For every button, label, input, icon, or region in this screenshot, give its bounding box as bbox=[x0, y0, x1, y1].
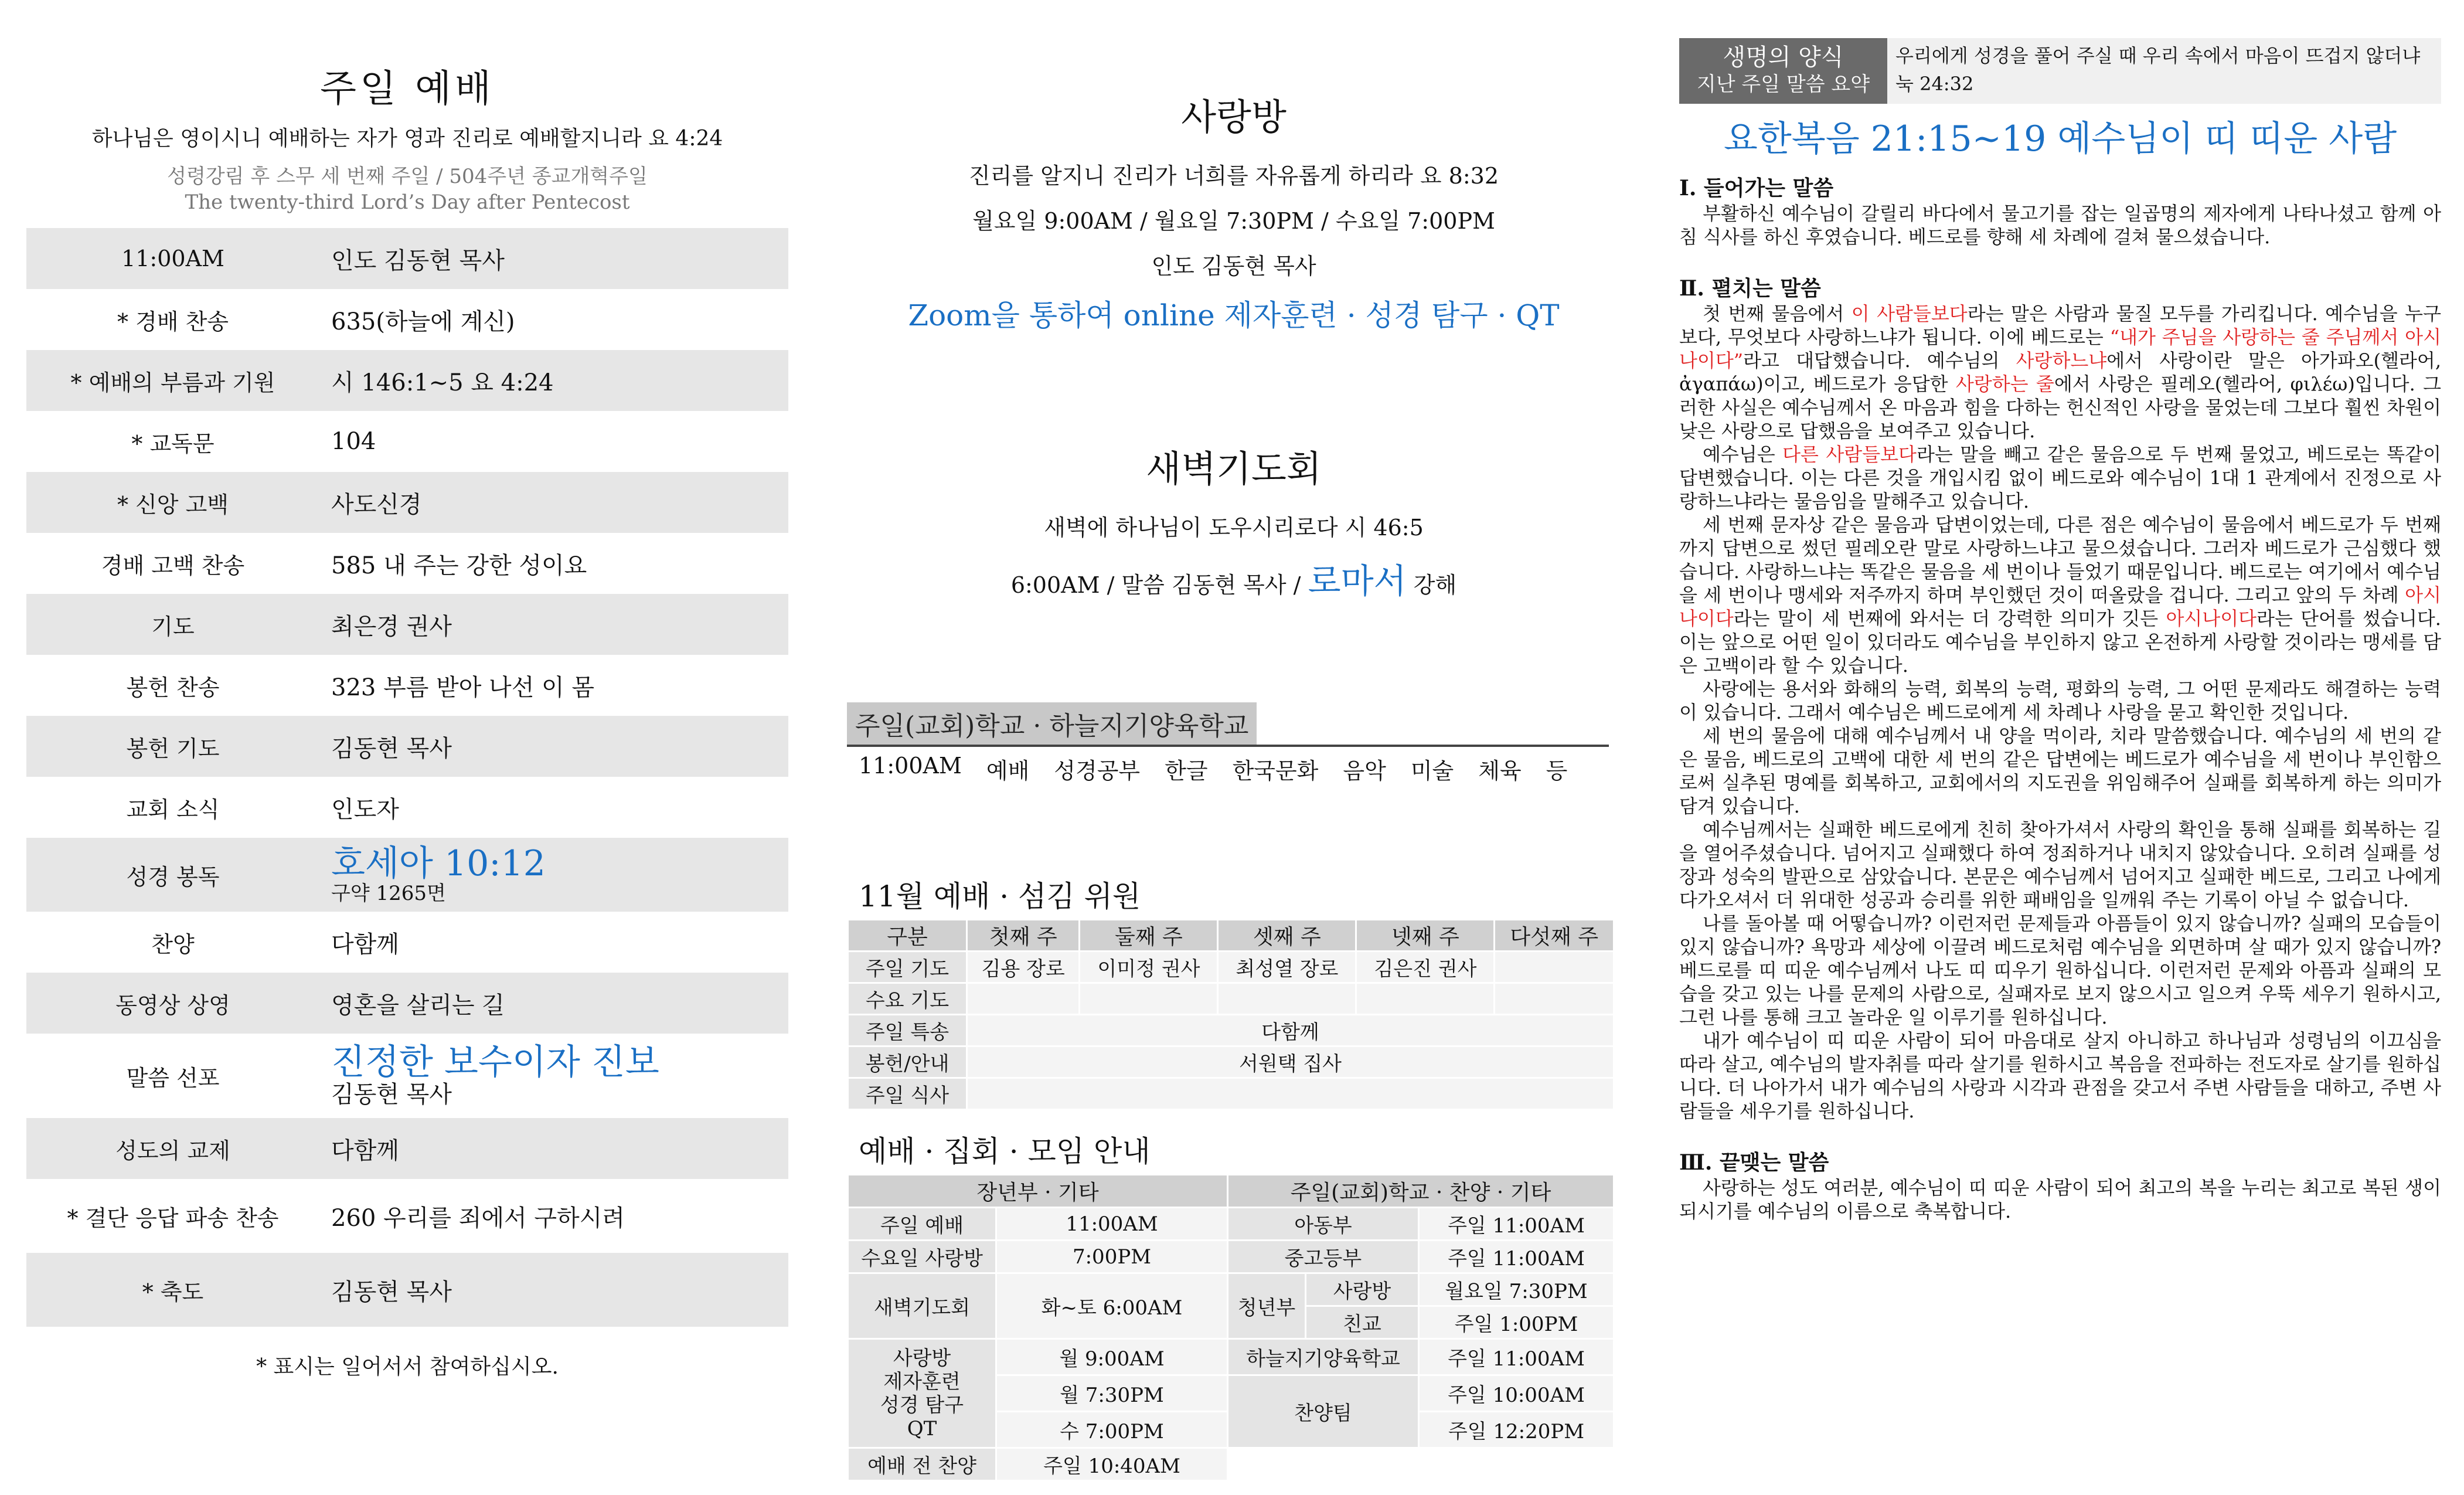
table-row bbox=[848, 1241, 1614, 1273]
guide-col-header: 장년부 · 기타 bbox=[848, 1175, 1228, 1208]
dawn-prayer-time-text: 6:00AM / 말씀 김동현 목사 / bbox=[1010, 572, 1301, 598]
order-label: 11:00AM bbox=[121, 246, 224, 271]
highlight-text: 다른 사람들보다 bbox=[1782, 443, 1917, 466]
duty-cell bbox=[967, 1078, 1614, 1110]
summary-paragraph: 나를 돌아볼 때 어떻습니까? 이런저런 문제들과 아픔들이 있지 않습니까? 실패의 모습들이 있지 않습니까? 욕망과 세상에 이끌려 베드로처럼 예수님을 외면하며 살 때가 있지 않습니까? 베드로를 띠 띠운 예수님께서 나도 띠 띠우기 원하십니다. 이런저런 문제와 아픔과 실패의 모습을 갖고 있는 나를 문제의 사람으로, 실패자로 보지 않으시고 일으켜 우뚝 세우기 원하시고, 그런 나를 통해 크고 놀라운 일 이루기를 원하십니다. bbox=[1679, 912, 2441, 1028]
duty-cell: 이미정 권사 bbox=[1080, 952, 1218, 983]
sarangbang-leader: 인도 김동현 목사 bbox=[1151, 253, 1316, 279]
guide-label: 수요일 사랑방 bbox=[848, 1241, 996, 1273]
guide-time: 주일 10:40AM bbox=[996, 1448, 1228, 1481]
scripture-reference: 호세아 10:12 bbox=[331, 843, 546, 884]
table-row bbox=[848, 1175, 1614, 1208]
order-label: * 경배 찬송 bbox=[117, 308, 229, 335]
highlight-text: “내가 주님을 사랑하는 줄 주님께서 아시나이다” bbox=[1679, 326, 2442, 372]
guide-empty-cell bbox=[1228, 1448, 1614, 1481]
duty-cell: 서원택 집사 bbox=[967, 1046, 1614, 1078]
school-item: 한글 bbox=[1165, 758, 1208, 784]
worship-order-column bbox=[26, 0, 788, 1380]
text-run: 에서 사랑은 필레오(헬라어, φιλέω)입니다. 그러한 사실은 예수님께서 온 마음과 힘을 다하는 헌신적인 사랑을 물었는데 그보다 훨씬 차원이 낮은 사랑으로 답했음을 보여주고 있습니다. bbox=[1679, 373, 2442, 442]
order-row bbox=[26, 716, 788, 777]
summary-paragraph bbox=[1679, 302, 2441, 443]
text-run: 예수님은 bbox=[1703, 443, 1783, 466]
school-item: 미술 bbox=[1410, 758, 1454, 784]
guide-label: 새벽기도회 bbox=[848, 1273, 996, 1339]
sermon-value bbox=[319, 1044, 788, 1108]
guide-label: 청년부 bbox=[1228, 1273, 1306, 1339]
text-run: 라는 단어를 썼습니다. 이는 앞으로 어떤 일이 있더라도 예수님을 부인하지 않고 온전하게 사랑할 것이라는 맹세를 담은 고백이라 할 수 있습니다. bbox=[1679, 607, 2441, 677]
duty-row-label: 주일 기도 bbox=[848, 952, 967, 983]
guide-time: 11:00AM bbox=[996, 1208, 1228, 1241]
order-value: 인도 김동현 목사 bbox=[331, 247, 505, 274]
order-row bbox=[26, 1253, 788, 1327]
guide-label: 아동부 bbox=[1228, 1208, 1419, 1241]
worship-title: 주일 예배 bbox=[320, 67, 495, 111]
order-value: 최은경 권사 bbox=[331, 613, 452, 640]
duty-col-header: 둘째 주 bbox=[1080, 920, 1218, 952]
highlight-text: 아시나이다 bbox=[2166, 607, 2257, 630]
duty-col-header: 구분 bbox=[848, 920, 967, 952]
order-label: * 축도 bbox=[142, 1279, 204, 1305]
sermon-row bbox=[26, 1034, 788, 1118]
sarangbang-times: 월요일 9:00AM / 월요일 7:30PM / 수요일 7:00PM bbox=[972, 208, 1495, 234]
school-item: 음악 bbox=[1343, 758, 1386, 784]
order-row bbox=[26, 1118, 788, 1179]
text-run: 첫 번째 물음에서 bbox=[1703, 303, 1852, 325]
order-row bbox=[26, 350, 788, 411]
text-run: 라는 말은 사람과 물질 모두를 가리킵니다. 예수님을 누구보다, 무엇보다 사랑하느냐가 됩니다. 이에 베드로는 bbox=[1679, 303, 2441, 348]
guide-time: 월 9:00AM bbox=[996, 1339, 1228, 1375]
text-run: 라고 대답했습니다. 예수님의 bbox=[1743, 349, 2016, 372]
summary-paragraph: 사랑에는 용서와 화해의 능력, 회복의 능력, 평화의 능력, 그 어떤 문제라도 해결하는 능력이 있습니다. 그래서 예수님은 베드로에게 세 차례나 사랑을 묻고 확인한 것입니다. bbox=[1679, 678, 2441, 723]
order-label: 찬양 bbox=[151, 931, 195, 957]
highlight-text: 아시나이다 bbox=[1679, 584, 2441, 630]
table-row bbox=[848, 1208, 1614, 1241]
school-item: 예배 bbox=[986, 758, 1030, 784]
guide-time: 수 7:00PM bbox=[996, 1412, 1228, 1448]
school-items bbox=[847, 753, 1621, 785]
announcements-column bbox=[847, 0, 1621, 1482]
duty-cell: 김은진 권사 bbox=[1356, 952, 1495, 983]
sarangbang-title: 사랑방 bbox=[1181, 96, 1287, 138]
order-value: 사도신경 bbox=[331, 491, 422, 518]
order-row bbox=[26, 594, 788, 655]
summary-paragraph: 사랑하는 성도 여러분, 예수님이 띠 띠운 사람이 되어 최고의 복을 누리는 최고로 복된 생이 되시기를 예수님의 이름으로 축복합니다. bbox=[1679, 1177, 2441, 1222]
guide-label: 하늘지기양육학교 bbox=[1228, 1339, 1419, 1375]
order-value: 시 146:1~5 요 4:24 bbox=[331, 369, 554, 396]
school-section bbox=[847, 702, 1621, 785]
table-row bbox=[848, 1273, 1614, 1306]
order-row bbox=[26, 1179, 788, 1253]
guide-label: 예배 전 찬양 bbox=[848, 1448, 996, 1481]
table-row bbox=[848, 952, 1614, 983]
order-label: 경배 고백 찬송 bbox=[101, 552, 245, 579]
dawn-prayer-times bbox=[847, 553, 1621, 603]
school-item: 11:00AM bbox=[859, 753, 962, 779]
duty-table bbox=[847, 919, 1615, 1110]
sarangbang-verse: 진리를 알지니 진리가 너희를 자유롭게 하리라 요 8:32 bbox=[968, 163, 1499, 189]
school-item: 등 bbox=[1546, 758, 1568, 784]
guide-heading: 예배 · 집회 · 모임 안내 bbox=[859, 1134, 1151, 1168]
order-label: * 예배의 부름과 기원 bbox=[70, 369, 275, 396]
table-row bbox=[848, 1339, 1614, 1375]
order-label: 성경 봉독 bbox=[126, 864, 220, 890]
guide-time: 주일 11:00AM bbox=[1419, 1241, 1614, 1273]
table-row bbox=[848, 1015, 1614, 1046]
school-heading: 주일(교회)학교 · 하늘지기양육학교 bbox=[847, 702, 1257, 745]
duty-heading: 11월 예배 · 섬김 위원 bbox=[859, 879, 1141, 913]
dawn-prayer-verse: 새벽에 하나님이 도우시리로다 시 46:5 bbox=[1044, 515, 1424, 541]
scripture-value bbox=[319, 845, 788, 905]
guide-label-line: 제자훈련 bbox=[883, 1370, 961, 1394]
duty-row-label: 수요 기도 bbox=[848, 983, 967, 1015]
school-item: 한국문화 bbox=[1232, 758, 1319, 784]
guide-time: 주일 12:20PM bbox=[1419, 1412, 1614, 1448]
duty-row-label: 봉헌/안내 bbox=[848, 1046, 967, 1078]
section-heading: Ⅱ. 펼치는 말씀 bbox=[1679, 276, 1821, 301]
duty-col-header: 셋째 주 bbox=[1218, 920, 1356, 952]
guide-time: 월요일 7:30PM bbox=[1419, 1273, 1614, 1306]
order-label: 말씀 선포 bbox=[126, 1065, 220, 1091]
order-value: 영혼을 살리는 길 bbox=[331, 991, 505, 1019]
order-row bbox=[26, 912, 788, 973]
order-value: 인도자 bbox=[331, 796, 399, 823]
summary-paragraph bbox=[1679, 443, 2441, 513]
summary-paragraph: 내가 예수님이 띠 띠운 사람이 되어 마음대로 살지 아니하고 하나님과 성령님의 이끄심을 따라 살고, 예수님의 발자취를 따라 살기를 원하시고 복음을 전파하는 전도자로 살기를 원하십니다. 더 나아가서 내가 예수님의 사랑과 시각과 관점을 갖고서 주변 사람들을 대하고, 주변 사람들을 세우기를 원하십니다. bbox=[1679, 1029, 2441, 1122]
summary-paragraph: 부활하신 예수님이 갈릴리 바다에서 물고기를 잡는 일곱명의 제자에게 나타나셨고 함께 아침 식사를 하신 후였습니다. 베드로를 향해 세 차례에 걸쳐 물으셨습니다. bbox=[1679, 202, 2441, 248]
order-row bbox=[26, 411, 788, 472]
summary-sermon-title: 요한복음 21:15~19 예수님이 띠 띠운 사람 bbox=[1723, 118, 2397, 159]
order-label: * 교독문 bbox=[131, 430, 215, 457]
order-row bbox=[26, 777, 788, 838]
guide-label: 주일 예배 bbox=[848, 1208, 996, 1241]
summary-paragraph bbox=[1679, 513, 2441, 677]
guide-sublabel: 친교 bbox=[1306, 1306, 1419, 1339]
sermon-title: 진정한 보수이자 진보 bbox=[331, 1042, 659, 1083]
text-run: 라는 말이 세 번째에 와서는 더 강력한 의미가 깃든 bbox=[1733, 607, 2166, 630]
duty-cell: 김용 장로 bbox=[967, 952, 1080, 983]
highlight-text: 사랑하느냐 bbox=[2016, 349, 2107, 372]
summary-label-box bbox=[1679, 38, 1887, 104]
order-value: 104 bbox=[331, 428, 376, 455]
summary-paragraph: 예수님께서는 실패한 베드로에게 친히 찾아가셔서 사랑의 확인을 통해 실패를 회복하는 길을 열어주셨습니다. 넘어지고 실패했다 하여 정죄하거나 내치지 않았습니다. 오히려 실패를 성장과 성숙의 발판으로 삼았습니다. 본문은 예수님께서 넘어지고 실패한 베드로, 그리고 나에게 다가오셔서 더 위대한 성공과 승리를 위한 패배임을 일깨워 주는 기록이 아닐 수 없습니다. bbox=[1679, 818, 2441, 911]
duty-col-header: 첫째 주 bbox=[967, 920, 1080, 952]
section-heading: Ⅲ. 끝맺는 말씀 bbox=[1679, 1150, 1829, 1175]
order-value: 260 우리를 죄에서 구하시려 bbox=[331, 1204, 625, 1232]
order-row bbox=[26, 973, 788, 1034]
scripture-page: 구약 1265면 bbox=[331, 882, 446, 905]
guide-time: 주일 11:00AM bbox=[1419, 1208, 1614, 1241]
order-label: 교회 소식 bbox=[126, 796, 220, 823]
guide-table bbox=[847, 1174, 1615, 1482]
table-row bbox=[848, 920, 1614, 952]
guide-col-header: 주일(교회)학교 · 찬양 · 기타 bbox=[1228, 1175, 1614, 1208]
text-run: 라는 말을 빼고 같은 물음으로 두 번째 물었고, 베드로는 똑같이 답변했습니다. 이는 다른 것을 개입시킴 없이 베드로와 예수님이 1대 1 관계에서 진정으로 사랑하느냐라는 물음임을 말해주고 있습니다. bbox=[1679, 443, 2441, 512]
guide-time: 월 7:30PM bbox=[996, 1375, 1228, 1412]
order-label: 동영상 상영 bbox=[115, 992, 230, 1018]
guide-label-line: QT bbox=[907, 1416, 937, 1440]
summary-verse: 우리에게 성경을 풀어 주실 때 우리 속에서 마음이 뜨겁지 않더냐 눅 24:32 bbox=[1887, 38, 2441, 104]
summary-header bbox=[1679, 38, 2441, 104]
order-label: 기도 bbox=[151, 613, 195, 640]
text-run: 세 번째 문자상 같은 물음과 답변이었는데, 다른 점은 예수님이 물음에서 베드로가 두 번째까지 답변으로 썼던 필레오란 말로 사랑하느냐고 물으셨습니다. 그러자 베드로가 근심했다 했습니다. 사랑하느냐는 똑같은 물음을 세 번이나 들었기 때문입니다. 베드로는 여기에서 예수님을 세 번이나 맹세와 저주까지 하며 부인했던 것이 떠올랐을 겁니다. 그리고 앞의 두 차례 bbox=[1679, 514, 2441, 606]
worship-subtitle-korean: 성령강림 후 스무 세 번째 주일 / 504주년 종교개혁주일 bbox=[167, 165, 648, 188]
guide-label: 찬양팀 bbox=[1228, 1375, 1419, 1448]
text-run: 에서 사랑이란 말은 아가파오(헬라어, ἀγαπάω)이고, 베드로가 응답한 bbox=[1679, 349, 2441, 395]
order-row bbox=[26, 228, 788, 289]
school-item: 성경공부 bbox=[1054, 758, 1141, 784]
highlight-text: 사랑하는 줄 bbox=[1955, 373, 2054, 395]
summary-label-sub: 지난 주일 말씀 요약 bbox=[1696, 73, 1870, 96]
order-value: 323 부름 받아 나선 이 몸 bbox=[331, 674, 595, 701]
school-divider bbox=[847, 745, 1609, 747]
order-label: 성도의 교제 bbox=[115, 1137, 230, 1164]
table-row bbox=[848, 1448, 1614, 1481]
order-value: 다함께 bbox=[331, 1137, 399, 1164]
duty-cell bbox=[1495, 983, 1614, 1015]
section-heading: Ⅰ. 들어가는 말씀 bbox=[1679, 176, 1834, 201]
order-value: 635(하늘에 계신) bbox=[331, 308, 515, 335]
duty-cell: 다함께 bbox=[967, 1015, 1614, 1046]
highlight-text: 이 사람들보다 bbox=[1851, 303, 1968, 325]
guide-label-line: 사랑방 bbox=[893, 1346, 951, 1370]
duty-cell bbox=[1356, 983, 1495, 1015]
duty-row-label: 주일 특송 bbox=[848, 1015, 967, 1046]
order-label: 봉헌 기도 bbox=[126, 735, 220, 762]
order-row bbox=[26, 533, 788, 594]
duty-cell bbox=[1218, 983, 1356, 1015]
table-row bbox=[848, 1078, 1614, 1110]
order-label: * 신앙 고백 bbox=[117, 491, 229, 518]
summary-label-main: 생명의 양식 bbox=[1723, 44, 1844, 71]
order-row bbox=[26, 289, 788, 350]
scripture-row bbox=[26, 838, 788, 912]
order-row bbox=[26, 655, 788, 716]
sermon-preacher: 김동현 목사 bbox=[331, 1081, 452, 1108]
sermon-summary-column bbox=[1679, 0, 2441, 1223]
guide-time: 주일 11:00AM bbox=[1419, 1339, 1614, 1375]
guide-label: 중고등부 bbox=[1228, 1241, 1419, 1273]
order-label: * 결단 응답 파송 찬송 bbox=[67, 1205, 279, 1231]
zoom-notice: Zoom을 통하여 online 제자훈련 · 성경 탐구 · QT bbox=[908, 298, 1560, 332]
dawn-prayer-book: 로마서 bbox=[1308, 561, 1407, 601]
guide-time: 주일 1:00PM bbox=[1419, 1306, 1614, 1339]
guide-time: 화~토 6:00AM bbox=[996, 1273, 1228, 1339]
order-value: 다함께 bbox=[331, 930, 399, 958]
guide-time: 7:00PM bbox=[996, 1241, 1228, 1273]
guide-label-line: 성경 탐구 bbox=[880, 1393, 964, 1417]
duty-cell: 최성열 장로 bbox=[1218, 952, 1356, 983]
order-row bbox=[26, 472, 788, 533]
guide-time: 주일 10:00AM bbox=[1419, 1375, 1614, 1412]
worship-subtitle-english: The twenty-third Lord’s Day after Pentecost bbox=[185, 191, 630, 214]
duty-row-label: 주일 식사 bbox=[848, 1078, 967, 1110]
duty-cell bbox=[967, 983, 1080, 1015]
duty-cell bbox=[1080, 983, 1218, 1015]
order-value: 김동현 목사 bbox=[331, 735, 452, 762]
order-label: 봉헌 찬송 bbox=[126, 674, 220, 701]
guide-label bbox=[848, 1339, 996, 1448]
worship-order-list bbox=[26, 228, 788, 1327]
duty-cell bbox=[1495, 952, 1614, 983]
guide-sublabel: 사랑방 bbox=[1306, 1273, 1419, 1306]
worship-verse: 하나님은 영이시니 예배하는 자가 영과 진리로 예배할지니라 요 4:24 bbox=[91, 127, 723, 151]
dawn-prayer-suffix: 강해 bbox=[1413, 572, 1457, 598]
order-value: 김동현 목사 bbox=[331, 1278, 452, 1306]
duty-col-header: 다섯째 주 bbox=[1495, 920, 1614, 952]
table-row bbox=[848, 983, 1614, 1015]
duty-col-header: 넷째 주 bbox=[1356, 920, 1495, 952]
table-row bbox=[848, 1046, 1614, 1078]
standing-footnote: * 표시는 일어서서 참여하십시오. bbox=[256, 1355, 559, 1379]
dawn-prayer-title: 새벽기도회 bbox=[1146, 447, 1322, 490]
order-value: 585 내 주는 강한 성이요 bbox=[331, 552, 587, 579]
school-item: 체육 bbox=[1478, 758, 1522, 784]
summary-paragraph: 세 번의 물음에 대해 예수님께서 내 양을 먹이라, 치라 말씀했습니다. 예수님의 세 번의 같은 물음, 베드로의 고백에 대한 세 번의 같은 답변에는 베드로가 예수님을 세 번이나 부인함으로써 실추된 명예를 회복하고, 교회에서의 지도권을 위임해주어 실패를 회복하게 하는 의미가 담겨 있습니다. bbox=[1679, 725, 2441, 817]
